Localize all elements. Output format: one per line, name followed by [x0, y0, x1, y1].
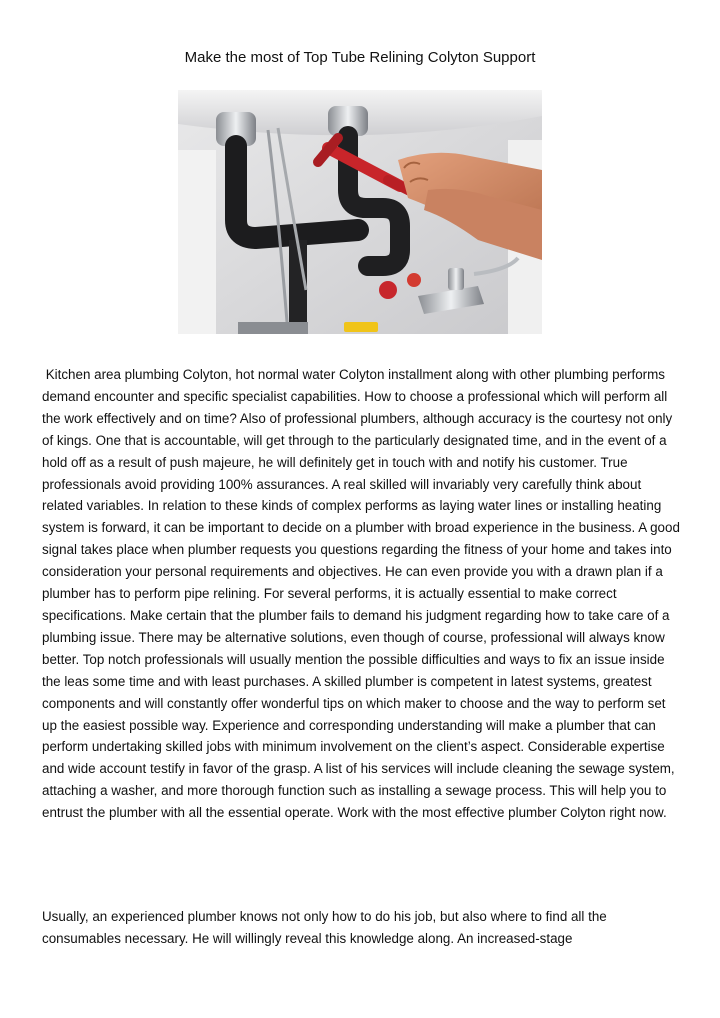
paragraph-text: Usually, an experienced plumber knows not only how to do his job, but also where to find all the consumables necessary. He will willingly reveal this knowledge along. An increased-stage: [42, 909, 611, 946]
plumbing-photo: [178, 90, 542, 334]
body-paragraph-1: [42, 364, 682, 824]
plumber-wrench-under-sink-photo: [178, 90, 542, 334]
paragraph-text: Kitchen area plumbing Colyton, hot normal water Colyton installment along with other plumbing performs demand encounter and specific specialist capabilities. How to choose a professional which will perform all the work effectively and on time? Also of professional plumbers, although accuracy is the courtesy not only of kings. One that is accountable, will get through to the particularly designated time, and in the event of a hold off as a result of push majeure, he will definitely get in touch with and notify his customer. True professionals avoid providing 100% assurances. A real skilled will invariably very carefully think about related variables. In relation to these kinds of complex performs as laying water lines or installing heating system is forward, it can be important to decide on a plumber with broad experience in the business. A good signal takes place when plumber requests you questions regarding the fitness of your home and takes into consideration your personal requirements and objectives. He can even provide you with a drawn plan if a plumber has to perform pipe relining. For several performs, it is actually essential to make correct specifications. Make certain that the plumber fails to demand his judgment regarding how to take care of a plumbing issue. There may be alternative solutions, even though of course, professional will always know better. Top notch professionals will usually mention the possible difficulties and ways to fix an issue inside the leas some time and with least purchases. A skilled plumber is competent in latest systems, greatest components and will constantly offer wonderful tips on which maker to choose and the way to perform set up the easiest possible way. Experience and corresponding understanding will make a plumber that can perform undertaking skilled jobs with minimum involvement on the client’s aspect. Considerable expertise and wide account testify in favor of the grasp. A list of his services will include cleaning the sewage system, attaching a washer, and more thorough function such as installing a sewage process. This will help you to entrust the plumber with all the essential operate. Work with the most effective plumber Colyton right now.: [42, 367, 684, 821]
body-paragraph-2: [42, 906, 682, 950]
page-title: Make the most of Top Tube Relining Colyton Support: [184, 49, 536, 66]
